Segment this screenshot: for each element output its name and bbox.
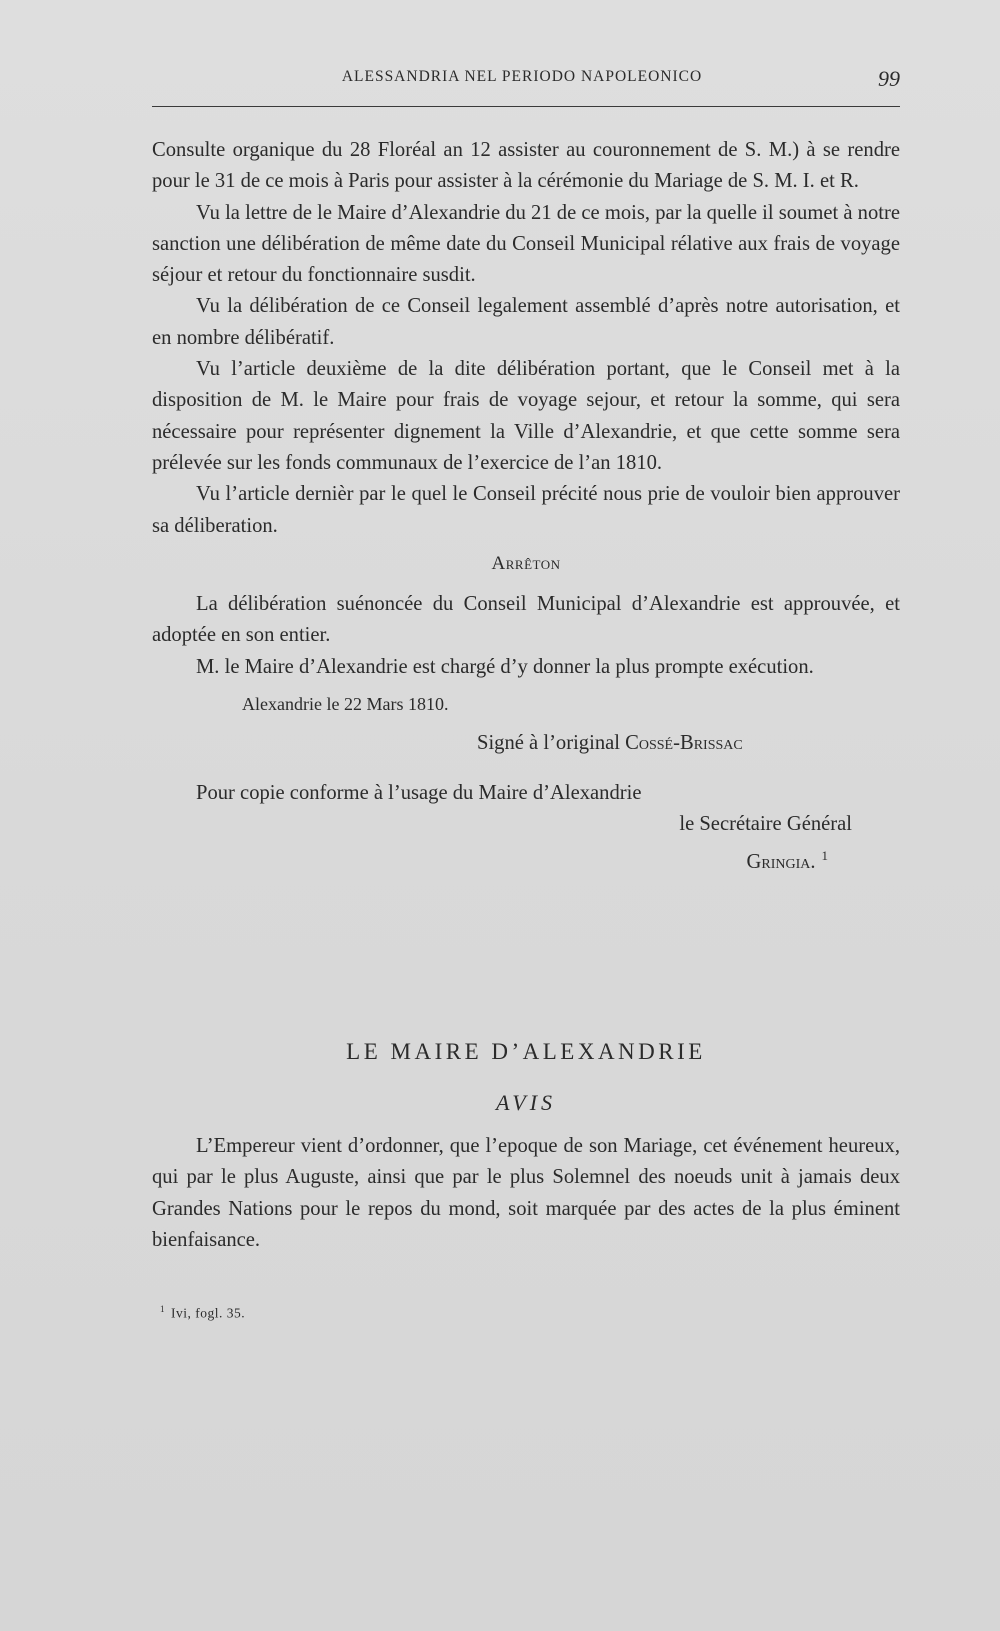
signatory-name: Cossé-Brissac — [625, 732, 743, 755]
paragraph-approuvee: La délibération suénoncée du Conseil Municipal d’Alexandrie est approuvée, et adoptée en son entier. — [152, 593, 900, 647]
signed-prefix: Signé à l’original — [477, 732, 620, 755]
secretary-title: le Secrétaire Général — [679, 812, 852, 835]
paragraph-lettre: Vu la lettre de le Maire d’Alexandrie du 21 de ce mois, par la quelle il soumet à notre sanction une délibération de même date du Conseil Municipal rélative aux frais de voyage séjour et retour du fonctionnaire susdit. — [152, 201, 900, 287]
avis-text — [152, 1131, 900, 1256]
running-head — [152, 66, 900, 96]
paragraph-empereur: L’Empereur vient d’ordonner, que l’epoque de son Mariage, cet événement heureux, qui par le plus Auguste, ainsi que par le plus Solemnel des noeuds unit à jamais deux Grandes Nations pour le repos du mond, soit marquée par des actes de la plus éminent bienfaisance. — [152, 1135, 900, 1251]
secretary-signature — [152, 840, 828, 878]
secretary-name: Gringia. — [746, 851, 816, 874]
footnote — [160, 1304, 245, 1322]
paragraph-consulte: Consulte organique du 28 Floréal an 12 assister au couronnement de S. M.) à se rendre pour le 31 de ce mois à Paris pour assister à la cérémonie du Mariage de S. M. I. et R. — [152, 139, 900, 193]
paragraph-deliberation: Vu la délibération de ce Conseil legalement assemblé d’après notre autorisation, et en nombre délibératif. — [152, 295, 900, 349]
header-rule — [152, 106, 900, 107]
running-title: ALESSANDRIA NEL PERIODO NAPOLEONICO — [341, 68, 703, 85]
paragraph-execution: M. le Maire d’Alexandrie est chargé d’y donner la plus prompte exécution. — [196, 655, 814, 678]
arreton-heading: Arrêton — [491, 552, 561, 574]
paragraph-article-deuxieme: Vu l’article deuxième de la dite délibération portant, que le Conseil met à la disposition de M. le Maire pour frais de voyage sejour, et retour la somme, qui sera nécessaire pour représenter dignement la Ville d’Alexandrie, et que cette somme sera prélevée sur les fonds communaux de l’exercice de l’an 1810. — [152, 358, 900, 474]
footnote-reference: 1 — [821, 848, 828, 864]
decree-text — [152, 135, 900, 878]
section-subtitle: AVIS — [495, 1090, 557, 1115]
footnote-mark: 1 — [160, 1304, 165, 1314]
footnote-text: Ivi, fogl. 35. — [171, 1305, 246, 1321]
section-title: LE MAIRE D’ALEXANDRIE — [346, 1039, 706, 1064]
copy-conforme-line: Pour copie conforme à l’usage du Maire d’Alexandrie — [196, 781, 642, 804]
dateline: Alexandrie le 22 Mars 1810. — [242, 694, 449, 715]
paragraph-article-dernier: Vu l’article dernièr par le quel le Conseil précité nous prie de vouloir bien approuver sa déliberation. — [152, 483, 900, 537]
signature-line — [477, 728, 900, 759]
page-number: 99 — [878, 66, 900, 91]
